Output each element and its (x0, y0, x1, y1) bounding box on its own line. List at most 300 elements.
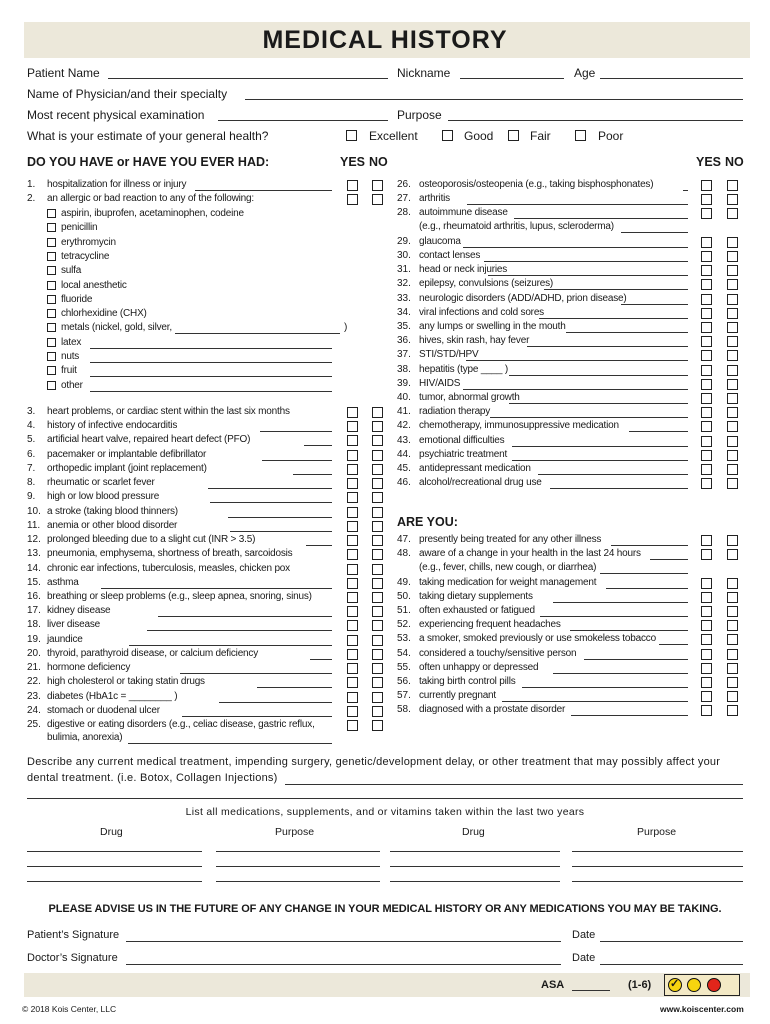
section-heading-have-had: DO YOU HAVE or HAVE YOU EVER HAD: (27, 155, 270, 169)
health-question: What is your estimate of your general health? (27, 129, 269, 143)
question-58-no-checkbox[interactable] (727, 705, 738, 716)
question-7-yes-checkbox[interactable] (347, 464, 358, 475)
question-25-yes-checkbox[interactable] (347, 720, 358, 731)
question-12-no-checkbox[interactable] (372, 535, 383, 546)
question-39-yes-checkbox[interactable] (701, 379, 712, 390)
allergy-checkbox[interactable] (47, 252, 56, 261)
question-22-yes-checkbox[interactable] (347, 677, 358, 688)
question-56-text: taking birth control pills (419, 676, 516, 687)
question-1-no-checkbox[interactable] (372, 180, 383, 191)
question-28-no-checkbox[interactable] (727, 208, 738, 219)
question-10-text: a stroke (taking blood thinners) (47, 505, 178, 517)
question-58-yes-checkbox[interactable] (701, 705, 712, 716)
patient-name-field[interactable] (108, 78, 388, 79)
health-excellent-checkbox[interactable] (346, 130, 357, 141)
allergy-checkbox[interactable] (47, 366, 56, 375)
question-10-no-checkbox[interactable] (372, 507, 383, 518)
question-28-yes-checkbox[interactable] (701, 208, 712, 219)
question-51-yes-checkbox[interactable] (701, 606, 712, 617)
question-26-yes-checkbox[interactable] (701, 180, 712, 191)
describe-field-2[interactable] (27, 798, 743, 799)
allergy-other-field[interactable] (90, 362, 332, 363)
question-29-yes-checkbox[interactable] (701, 237, 712, 248)
question-18-yes-checkbox[interactable] (347, 620, 358, 631)
purpose-field[interactable] (448, 120, 743, 121)
question-13-yes-checkbox[interactable] (347, 549, 358, 560)
medication-field[interactable] (572, 881, 743, 882)
question-51-underline (540, 616, 688, 617)
question-25-no-checkbox[interactable] (372, 720, 383, 731)
question-20-underline (310, 659, 332, 660)
question-37-yes-checkbox[interactable] (701, 350, 712, 361)
question-32-text: epilepsy, convulsions (seizures) (419, 278, 554, 290)
question-34-underline (539, 318, 688, 319)
question-6-yes-checkbox[interactable] (347, 450, 358, 461)
question-21-yes-checkbox[interactable] (347, 663, 358, 674)
describe-field-1[interactable] (285, 784, 743, 785)
question-21-number: 21. (27, 662, 41, 674)
question-19-underline (129, 645, 332, 646)
question-8-number: 8. (27, 477, 36, 489)
question-8-text: rheumatic or scarlet fever (47, 477, 155, 489)
question-15-text: asthma (47, 576, 79, 588)
circle-yellow-icon[interactable] (687, 978, 701, 992)
question-41-text: radiation therapy (419, 406, 491, 418)
question-55-number: 55. (397, 661, 411, 673)
allergy-checkbox[interactable] (47, 209, 56, 218)
meds-col-drug-1: Drug (100, 826, 123, 838)
question-13-no-checkbox[interactable] (372, 549, 383, 560)
question-56-yes-checkbox[interactable] (701, 677, 712, 688)
question-6-number: 6. (27, 448, 36, 460)
allergy-other-field[interactable] (90, 391, 332, 392)
question-41-number: 41. (397, 406, 411, 418)
question-4-underline (260, 431, 332, 432)
question-33-yes-checkbox[interactable] (701, 294, 712, 305)
question-2-number: 2. (27, 193, 36, 204)
question-22-no-checkbox[interactable] (372, 677, 383, 688)
health-good-label: Good (464, 129, 494, 143)
question-47-number: 47. (397, 534, 411, 545)
question-52-number: 52. (397, 619, 411, 631)
doctor-date-field[interactable] (600, 964, 743, 965)
question-14-no-checkbox[interactable] (372, 564, 383, 575)
question-38-no-checkbox[interactable] (727, 365, 738, 376)
question-57-underline (502, 701, 688, 702)
question-55-text: often unhappy or depressed (419, 661, 539, 673)
nickname-label: Nickname (397, 66, 451, 80)
question-50-yes-checkbox[interactable] (701, 592, 712, 603)
allergy-label: sulfa (61, 265, 82, 277)
question-9-underline (210, 502, 332, 503)
question-9-yes-checkbox[interactable] (347, 492, 358, 503)
question-52-yes-checkbox[interactable] (701, 620, 712, 631)
question-7-no-checkbox[interactable] (372, 464, 383, 475)
question-29-no-checkbox[interactable] (727, 237, 738, 248)
allergy-label: other (61, 379, 83, 391)
purpose-label: Purpose (397, 108, 442, 122)
question-30-no-checkbox[interactable] (727, 251, 738, 262)
question-42-number: 42. (397, 420, 411, 432)
question-3-no-checkbox[interactable] (372, 407, 383, 418)
question-38-text: hepatitis (type ____ ) (419, 363, 508, 375)
question-38-yes-checkbox[interactable] (701, 365, 712, 376)
question-34-no-checkbox[interactable] (727, 308, 738, 319)
question-11-text: anemia or other blood disorder (47, 519, 178, 531)
allergy-label: nuts (61, 351, 80, 362)
question-54-underline (584, 659, 688, 660)
doctor-date-label: Date (572, 952, 596, 964)
yes-header-right: YES (696, 155, 722, 169)
doctor-signature-field[interactable] (126, 964, 561, 965)
question-5-text: artificial heart valve, repaired heart defect (PFO) (47, 434, 251, 446)
question-19-number: 19. (27, 633, 41, 645)
question-40-yes-checkbox[interactable] (701, 393, 712, 404)
question-31-number: 31. (397, 264, 411, 276)
question-5-underline (304, 445, 332, 446)
question-46-text: alcohol/recreational drug use (419, 477, 542, 489)
patient-date-label: Date (572, 929, 596, 941)
question-56-underline (522, 687, 688, 688)
describe-line2: dental treatment. (i.e. Botox, Collagen Injections) (27, 772, 278, 784)
question-12-text: prolonged bleeding due to a slight cut (INR > 3.5) (47, 534, 256, 546)
question-27-yes-checkbox[interactable] (701, 194, 712, 205)
question-24-no-checkbox[interactable] (372, 706, 383, 717)
question-11-no-checkbox[interactable] (372, 521, 383, 532)
health-fair-checkbox[interactable] (508, 130, 519, 141)
question-57-text: currently pregnant (419, 690, 497, 702)
question-52-text: experiencing frequent headaches (419, 619, 561, 631)
question-43-no-checkbox[interactable] (727, 436, 738, 447)
patient-signature-field[interactable] (126, 941, 561, 942)
question-7-underline (293, 474, 332, 475)
question-33-underline (621, 304, 688, 305)
question-35-no-checkbox[interactable] (727, 322, 738, 333)
question-21-text: hormone deficiency (47, 662, 131, 674)
question-53-underline (659, 644, 688, 645)
question-24-yes-checkbox[interactable] (347, 706, 358, 717)
question-39-underline (463, 389, 688, 390)
question-47-underline (611, 545, 688, 546)
question-28-underline (514, 218, 688, 219)
question-31-no-checkbox[interactable] (727, 265, 738, 276)
question-28-text: autoimmune disease (419, 207, 508, 219)
medication-field[interactable] (216, 851, 380, 852)
question-54-yes-checkbox[interactable] (701, 649, 712, 660)
question-49-underline (606, 588, 688, 589)
question-1-number: 1. (27, 179, 36, 190)
meds-col-purpose-1: Purpose (275, 826, 315, 838)
question-30-underline (484, 261, 688, 262)
question-19-text: jaundice (47, 633, 83, 645)
question-1-text: hospitalization for illness or injury (47, 179, 187, 190)
question-50-no-checkbox[interactable] (727, 592, 738, 603)
question-48-underline (650, 559, 688, 560)
question-56-number: 56. (397, 676, 411, 687)
footer-url: www.koiscenter.com (660, 1004, 744, 1014)
health-poor-checkbox[interactable] (575, 130, 586, 141)
question-30-number: 30. (397, 250, 411, 261)
medication-field[interactable] (572, 866, 743, 867)
question-9-number: 9. (27, 491, 36, 503)
allergy-other-field[interactable] (90, 376, 332, 377)
question-31-yes-checkbox[interactable] (701, 265, 712, 276)
question-47-yes-checkbox[interactable] (701, 535, 712, 546)
question-51-no-checkbox[interactable] (727, 606, 738, 617)
question-56-no-checkbox[interactable] (727, 677, 738, 688)
question-32-yes-checkbox[interactable] (701, 279, 712, 290)
question-55-yes-checkbox[interactable] (701, 663, 712, 674)
question-4-number: 4. (27, 420, 36, 432)
question-4-text: history of infective endocarditis (47, 420, 178, 432)
question-58-number: 58. (397, 704, 411, 716)
no-header-right: NO (725, 155, 744, 169)
medication-field[interactable] (216, 881, 380, 882)
health-excellent-label: Excellent (369, 129, 418, 143)
question-42-yes-checkbox[interactable] (701, 421, 712, 432)
question-5-no-checkbox[interactable] (372, 435, 383, 446)
asa-field[interactable] (572, 990, 610, 991)
question-33-text: neurologic disorders (ADD/ADHD, prion disease) (419, 292, 627, 304)
question-41-no-checkbox[interactable] (727, 407, 738, 418)
question-39-text: HIV/AIDS (419, 377, 461, 389)
question-23-yes-checkbox[interactable] (347, 692, 358, 703)
question-33-number: 33. (397, 292, 411, 304)
allergy-checkbox[interactable] (47, 223, 56, 232)
physician-field[interactable] (245, 99, 743, 100)
question-39-no-checkbox[interactable] (727, 379, 738, 390)
question-35-text: any lumps or swelling in the mouth (419, 321, 566, 332)
page-title: MEDICAL HISTORY (262, 26, 508, 54)
question-21-no-checkbox[interactable] (372, 663, 383, 674)
question-22-underline (257, 687, 332, 688)
question-23-number: 23. (27, 690, 41, 702)
question-34-yes-checkbox[interactable] (701, 308, 712, 319)
question-2-no-checkbox[interactable] (372, 194, 383, 205)
question-1-underline (195, 190, 332, 191)
doctor-signature-label: Doctor’s Signature (27, 952, 118, 964)
question-14-text: chronic ear infections, tuberculosis, measles, chicken pox (47, 562, 290, 574)
question-15-no-checkbox[interactable] (372, 578, 383, 589)
allergy-checkbox[interactable] (47, 238, 56, 247)
medication-field[interactable] (390, 866, 560, 867)
question-15-yes-checkbox[interactable] (347, 578, 358, 589)
question-27-no-checkbox[interactable] (727, 194, 738, 205)
allergy-checkbox[interactable] (47, 338, 56, 347)
question-6-no-checkbox[interactable] (372, 450, 383, 461)
allergy-label: metals (nickel, gold, silver, (61, 322, 172, 334)
question-11-yes-checkbox[interactable] (347, 521, 358, 532)
question-36-yes-checkbox[interactable] (701, 336, 712, 347)
question-30-text: contact lenses (419, 250, 481, 261)
question-41-underline (490, 417, 688, 418)
question-23-no-checkbox[interactable] (372, 692, 383, 703)
question-17-yes-checkbox[interactable] (347, 606, 358, 617)
question-41-yes-checkbox[interactable] (701, 407, 712, 418)
question-37-text: STI/STD/HPV (419, 349, 479, 361)
patient-name-label: Patient Name (27, 66, 100, 80)
health-fair-label: Fair (530, 129, 551, 143)
question-32-no-checkbox[interactable] (727, 279, 738, 290)
question-38-underline (509, 375, 688, 376)
allergy-label: latex (61, 336, 82, 348)
medication-field[interactable] (390, 851, 560, 852)
question-8-yes-checkbox[interactable] (347, 478, 358, 489)
question-48-yes-checkbox[interactable] (701, 549, 712, 560)
question-18-no-checkbox[interactable] (372, 620, 383, 631)
meds-col-drug-2: Drug (462, 826, 485, 838)
allergy-checkbox[interactable] (47, 381, 56, 390)
question-14-yes-checkbox[interactable] (347, 564, 358, 575)
question-20-no-checkbox[interactable] (372, 649, 383, 660)
question-44-no-checkbox[interactable] (727, 450, 738, 461)
question-20-yes-checkbox[interactable] (347, 649, 358, 660)
medication-field[interactable] (216, 866, 380, 867)
question-43-underline (512, 446, 688, 447)
question-16-text: breathing or sleep problems (e.g., sleep apnea, snoring, sinus) (47, 590, 312, 602)
question-46-no-checkbox[interactable] (727, 478, 738, 489)
question-33-no-checkbox[interactable] (727, 294, 738, 305)
question-46-number: 46. (397, 477, 411, 489)
question-16-no-checkbox[interactable] (372, 592, 383, 603)
question-46-underline (550, 488, 688, 489)
question-9-text: high or low blood pressure (47, 491, 160, 503)
question-48-no-checkbox[interactable] (727, 549, 738, 560)
age-label: Age (574, 66, 596, 80)
question-12-yes-checkbox[interactable] (347, 535, 358, 546)
question-53-yes-checkbox[interactable] (701, 634, 712, 645)
allergy-checkbox[interactable] (47, 323, 56, 332)
health-good-checkbox[interactable] (442, 130, 453, 141)
allergy-checkbox[interactable] (47, 295, 56, 304)
question-49-yes-checkbox[interactable] (701, 578, 712, 589)
question-38-number: 38. (397, 363, 411, 375)
question-40-underline (509, 403, 688, 404)
question-28-underline (621, 232, 688, 233)
medication-field[interactable] (27, 881, 202, 882)
question-25-text: digestive or eating disorders (e.g., celiac disease, gastric reflux, (47, 719, 315, 731)
patient-date-field[interactable] (600, 941, 743, 942)
allergy-label: penicillin (61, 222, 98, 234)
nickname-field[interactable] (460, 78, 564, 79)
question-36-no-checkbox[interactable] (727, 336, 738, 347)
question-22-number: 22. (27, 676, 41, 688)
question-52-no-checkbox[interactable] (727, 620, 738, 631)
question-17-no-checkbox[interactable] (372, 606, 383, 617)
circle-red-icon[interactable] (707, 978, 721, 992)
question-19-no-checkbox[interactable] (372, 635, 383, 646)
question-20-text: thyroid, parathyroid disease, or calcium deficiency (47, 647, 259, 659)
metals-underline[interactable] (175, 333, 340, 334)
question-12-underline (306, 545, 332, 546)
question-15-number: 15. (27, 576, 41, 588)
question-4-yes-checkbox[interactable] (347, 421, 358, 432)
question-26-no-checkbox[interactable] (727, 180, 738, 191)
question-2-yes-checkbox[interactable] (347, 194, 358, 205)
question-47-text: presently being treated for any other illness (419, 534, 602, 545)
question-35-yes-checkbox[interactable] (701, 322, 712, 333)
question-2-text: an allergic or bad reaction to any of the following: (47, 193, 254, 204)
question-45-yes-checkbox[interactable] (701, 464, 712, 475)
question-5-number: 5. (27, 434, 36, 446)
medication-field[interactable] (390, 881, 560, 882)
allergy-label: aspirin, ibuprofen, acetaminophen, codeine (61, 208, 244, 219)
question-23-text: diabetes (HbA1c = ________ ) (47, 690, 178, 702)
question-49-number: 49. (397, 576, 411, 588)
medication-field[interactable] (27, 851, 202, 852)
question-55-underline (553, 673, 688, 674)
question-40-no-checkbox[interactable] (727, 393, 738, 404)
question-1-yes-checkbox[interactable] (347, 180, 358, 191)
allergy-checkbox[interactable] (47, 281, 56, 290)
allergy-checkbox[interactable] (47, 309, 56, 318)
question-22-text: high cholesterol or taking statin drugs (47, 676, 205, 688)
question-55-no-checkbox[interactable] (727, 663, 738, 674)
question-24-number: 24. (27, 704, 41, 716)
question-42-no-checkbox[interactable] (727, 421, 738, 432)
question-31-text: head or neck injuries (419, 264, 508, 276)
question-36-underline (527, 346, 688, 347)
question-19-yes-checkbox[interactable] (347, 635, 358, 646)
question-4-no-checkbox[interactable] (372, 421, 383, 432)
question-57-yes-checkbox[interactable] (701, 691, 712, 702)
question-35-number: 35. (397, 321, 411, 332)
question-57-no-checkbox[interactable] (727, 691, 738, 702)
allergy-checkbox[interactable] (47, 266, 56, 275)
question-17-number: 17. (27, 605, 41, 617)
question-30-yes-checkbox[interactable] (701, 251, 712, 262)
question-31-underline (488, 275, 688, 276)
question-47-no-checkbox[interactable] (727, 535, 738, 546)
question-49-no-checkbox[interactable] (727, 578, 738, 589)
question-6-text: pacemaker or implantable defibrillator (47, 448, 207, 460)
question-16-yes-checkbox[interactable] (347, 592, 358, 603)
question-44-number: 44. (397, 448, 411, 460)
question-8-no-checkbox[interactable] (372, 478, 383, 489)
physical-exam-field[interactable] (218, 120, 388, 121)
allergy-checkbox[interactable] (47, 352, 56, 361)
question-53-no-checkbox[interactable] (727, 634, 738, 645)
question-34-number: 34. (397, 306, 411, 318)
question-15-underline (101, 588, 332, 589)
question-53-number: 53. (397, 633, 411, 645)
allergy-label: fruit (61, 365, 77, 377)
question-44-yes-checkbox[interactable] (701, 450, 712, 461)
question-9-no-checkbox[interactable] (372, 492, 383, 503)
meds-col-purpose-2: Purpose (637, 826, 677, 838)
question-5-yes-checkbox[interactable] (347, 435, 358, 446)
question-45-no-checkbox[interactable] (727, 464, 738, 475)
question-10-yes-checkbox[interactable] (347, 507, 358, 518)
age-field[interactable] (600, 78, 743, 79)
question-3-yes-checkbox[interactable] (347, 407, 358, 418)
medication-field[interactable] (572, 851, 743, 852)
question-37-no-checkbox[interactable] (727, 350, 738, 361)
question-10-underline (228, 517, 332, 518)
allergy-label: erythromycin (61, 236, 116, 248)
no-header-left: NO (369, 155, 388, 169)
question-27-number: 27. (397, 193, 411, 205)
question-14-number: 14. (27, 562, 41, 574)
medication-field[interactable] (27, 866, 202, 867)
question-43-yes-checkbox[interactable] (701, 436, 712, 447)
allergy-other-field[interactable] (90, 348, 332, 349)
question-54-no-checkbox[interactable] (727, 649, 738, 660)
question-43-text: emotional difficulties (419, 434, 505, 446)
question-46-yes-checkbox[interactable] (701, 478, 712, 489)
patient-signature-label: Patient’s Signature (27, 929, 120, 941)
question-29-text: glaucoma (419, 235, 461, 247)
